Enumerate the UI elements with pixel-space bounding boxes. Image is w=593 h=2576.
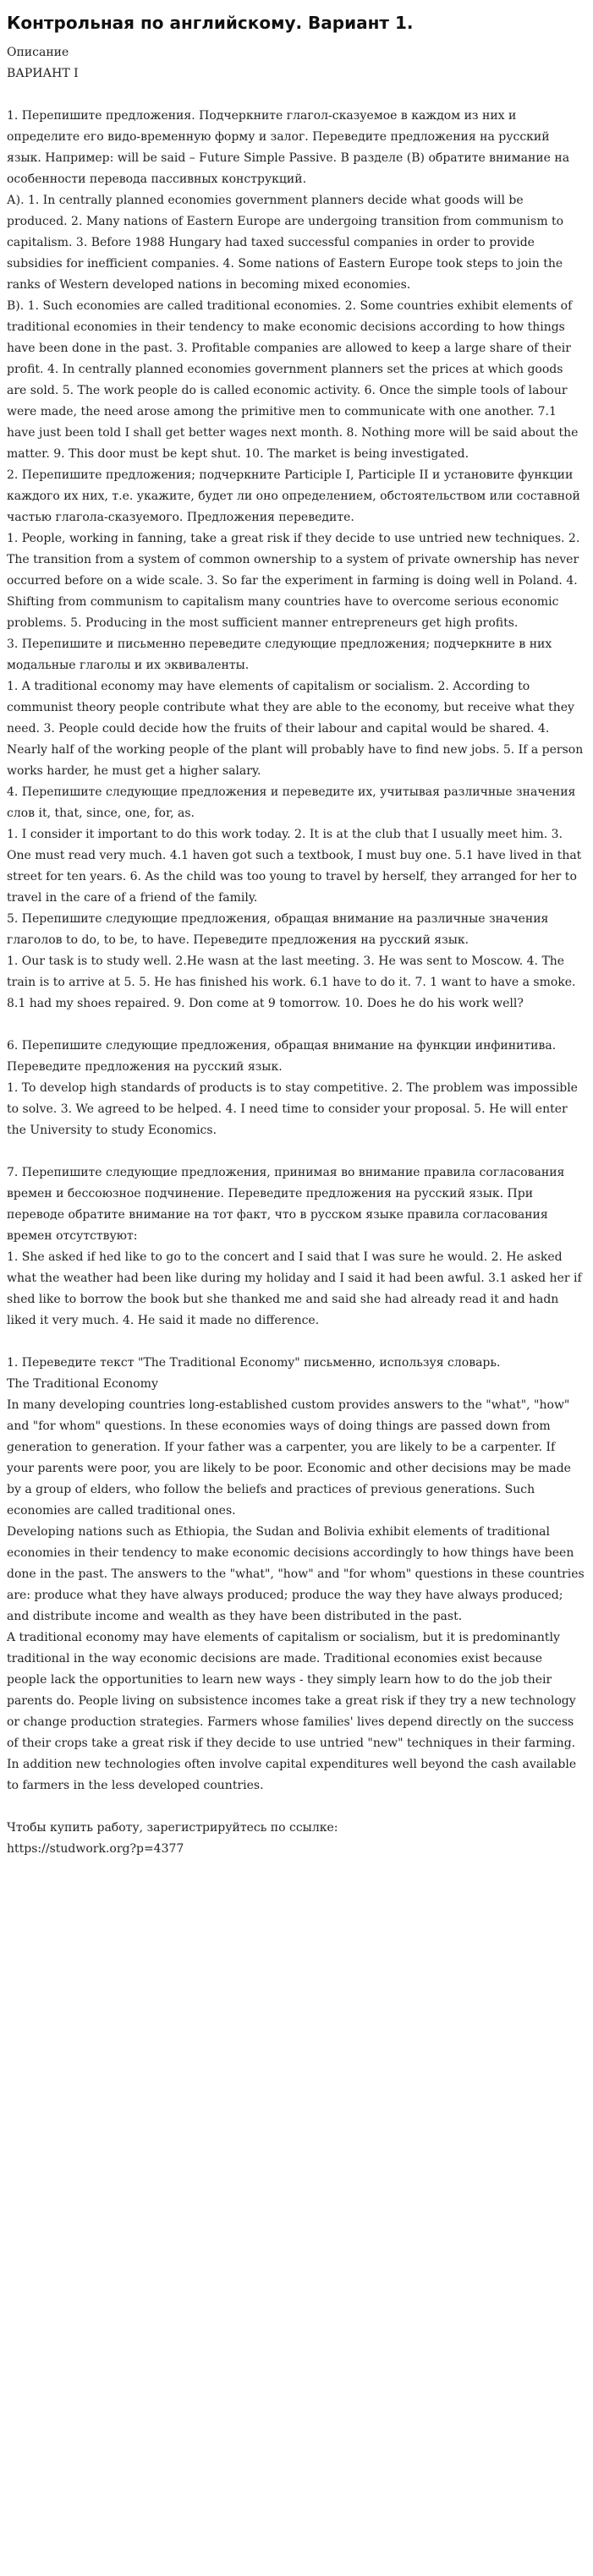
text-paragraph-3: A traditional economy may have elements of capitalism or socialism, but it is predominantly traditional in the way economic decisions are made. Traditional economies exist because people lack the opportunities to learn new ways - they simply learn how to do the job their parents do. People living on subsistence incomes take a great risk if they try a new technology or change production strategies. Farmers whose families' lives depend directly on the success of their crops take a great risk if they decide to use untried "new" techniques in their farming. In addition new technologies often involve capital expenditures well beyond the cash available to farmers in the less developed countries. xyxy=(7,1631,577,1792)
text-task-header: 1. Переведите текст "The Traditional Economy" письменно, используя словарь. xyxy=(7,1356,501,1370)
task-6-body: 1. To develop high standards of products is to stay competitive. 2. The problem was impossible to solve. 3. We agreed to be helped. 4. I need time to consider your proposal. 5. He will enter the University to study Economics. xyxy=(7,1081,578,1137)
task-3-header: 3. Перепишите и письменно переведите следующие предложения; подчеркните в них модальные глаголы и их эквиваленты. xyxy=(7,637,552,672)
spacer xyxy=(7,1332,585,1353)
footer-text: Чтобы купить работу, зарегистрируйтесь по ссылке: xyxy=(7,1821,338,1835)
spacer xyxy=(7,1797,585,1818)
spacer xyxy=(7,85,585,106)
footer-link[interactable]: https://studwork.org?p=4377 xyxy=(7,1842,184,1856)
task-4-body: 1. I consider it important to do this work today. 2. It is at the club that I usually meet him. 3. One must read very much. 4.1 haven got such a textbook, I must buy one. 5.1 have lived in that street for ten years. 6. As the child was too young to travel by herself, they arranged for her to travel in the care of a friend of the family. xyxy=(7,828,582,905)
task-1-part-b: B). 1. Such economies are called traditional economies. 2. Some countries exhibit elements of traditional economies in their tendency to make economic decisions according to how things have been done in the past. 3. Profitable companies are allowed to keep a large share of their profit. 4. In centrally planned economies government planners set the prices at which goods are sold. 5. The work people do is called economic activity. 6. Once the simple tools of labour were made, the need arose among the primitive men to communicate with one another. 7.1 have just been told I shall get better wages next month. 8. Nothing more will be said about the matter. 9. This door must be kept shut. 10. The market is being investigated. xyxy=(7,299,579,461)
task-6-header: 6. Перепишите следующие предложения, обращая внимание на функции инфинитива. Переведите предложения на русский язык. xyxy=(7,1039,557,1074)
text-title: The Traditional Economy xyxy=(7,1377,158,1391)
task-7-header: 7. Перепишите следующие предложения, принимая во внимание правила согласования времен и бессоюзное подчинение. Переведите предложения на русский язык. При переводе обратите внимание на тот факт, что в русском языке правила согласования времен отсутствуют: xyxy=(7,1166,565,1243)
task-5-header: 5. Перепишите следующие предложения, обращая внимание на различные значения глаголов to do, to be, to have. Переведите предложения на русский язык. xyxy=(7,912,549,947)
variant-label: ВАРИАНТ I xyxy=(7,67,79,80)
task-1-part-a: А). 1. In centrally planned economies government planners decide what goods will be produced. 2. Many nations of Eastern Europe are undergoing transition from communism to capitalism. 3. Before 1988 Hungary had taxed successful companies in order to provide subsidies for inefficient companies. 4. Some nations of Eastern Europe took steps to join the ranks of Western developed nations in becoming mixed economies. xyxy=(7,194,564,292)
text-paragraph-1: In many developing countries long-established custom provides answers to the "what", "how" and "for whom" questions. In these economies ways of doing things are passed down from generation to generation. If your father was a carpenter, you are likely to be a carpenter. If your parents were poor, you are likely to be poor. Economic and other decisions may be made by a group of elders, who follow the beliefs and practices of previous generations. Such economies are called traditional ones. xyxy=(7,1398,571,1518)
text-paragraph-2: Developing nations such as Ethiopia, the Sudan and Bolivia exhibit elements of traditional economies in their tendency to make economic decisions accordingly to how things have been done in the past. The answers to the "what", "how" and "for whom" questions in these countries are: produce what they have always produced; produce the way they have always produced; and distribute income and wealth as they have been distributed in the past. xyxy=(7,1525,585,1623)
task-2-header: 2. Перепишите предложения; подчеркните Participle I, Participle II и установите функции каждого их них, т.е. укажите, будет ли оно определением, обстоятельством или составной частью глагола-сказуемого. Предложения переведите. xyxy=(7,468,580,524)
task-7-body: 1. She asked if hed like to go to the concert and I said that I was sure he would. 2. He asked what the weather had been like during my holiday and I said it had been awful. 3.1 asked her if shed like to borrow the book but she thanked me and said she had already read it and hadn liked it very much. 4. He said it made no difference. xyxy=(7,1250,582,1327)
page-title: Контрольная по английскому. Вариант 1. xyxy=(7,13,414,33)
task-4-header: 4. Перепишите следующие предложения и переведите их, учитывая различные значения слов it, that, since, one, for, as. xyxy=(7,785,576,820)
task-5-body: 1. Our task is to study well. 2.He wasn at the last meeting. 3. He was sent to Moscow. 4. The train is to arrive at 5. 5. He has finished his work. 6.1 have to do it. 7. 1 want to have a smoke. 8.1 had my shoes repaired. 9. Don come at 9 tomorrow. 10. Does he do his work well? xyxy=(7,954,576,1010)
description-label: Описание xyxy=(7,46,69,59)
spacer xyxy=(7,1015,585,1036)
task-2-body: 1. People, working in fanning, take a great risk if they decide to use untried new techniques. 2. The transition from a system of common ownership to a system of private ownership has never occurred before on a wide scale. 3. So far the experiment in farming is doing well in Poland. 4. Shifting from communism to capitalism many countries have to overcome serious economic problems. 5. Producing in the most sufficient manner entrepreneurs get high profits. xyxy=(7,532,580,630)
task-1-header: 1. Перепишите предложения. Подчеркните глагол-сказуемое в каждом из них и определите его видо-временную форму и залог. Переведите предложения на русский язык. Например: will be said – Future Simple Passive. В разделе (B) обратите внимание на особенности перевода пассивных конструкций. xyxy=(7,109,570,186)
spacer xyxy=(7,1141,585,1162)
task-3-body: 1. A traditional economy may have elements of capitalism or socialism. 2. According to communist theory people contribute what they are able to the economy, but receive what they need. 3. People could decide how the fruits of their labour and capital would be shared. 4. Nearly half of the working people of the plant will probably have to find new jobs. 5. If a person works harder, he must get a higher salary. xyxy=(7,680,584,778)
